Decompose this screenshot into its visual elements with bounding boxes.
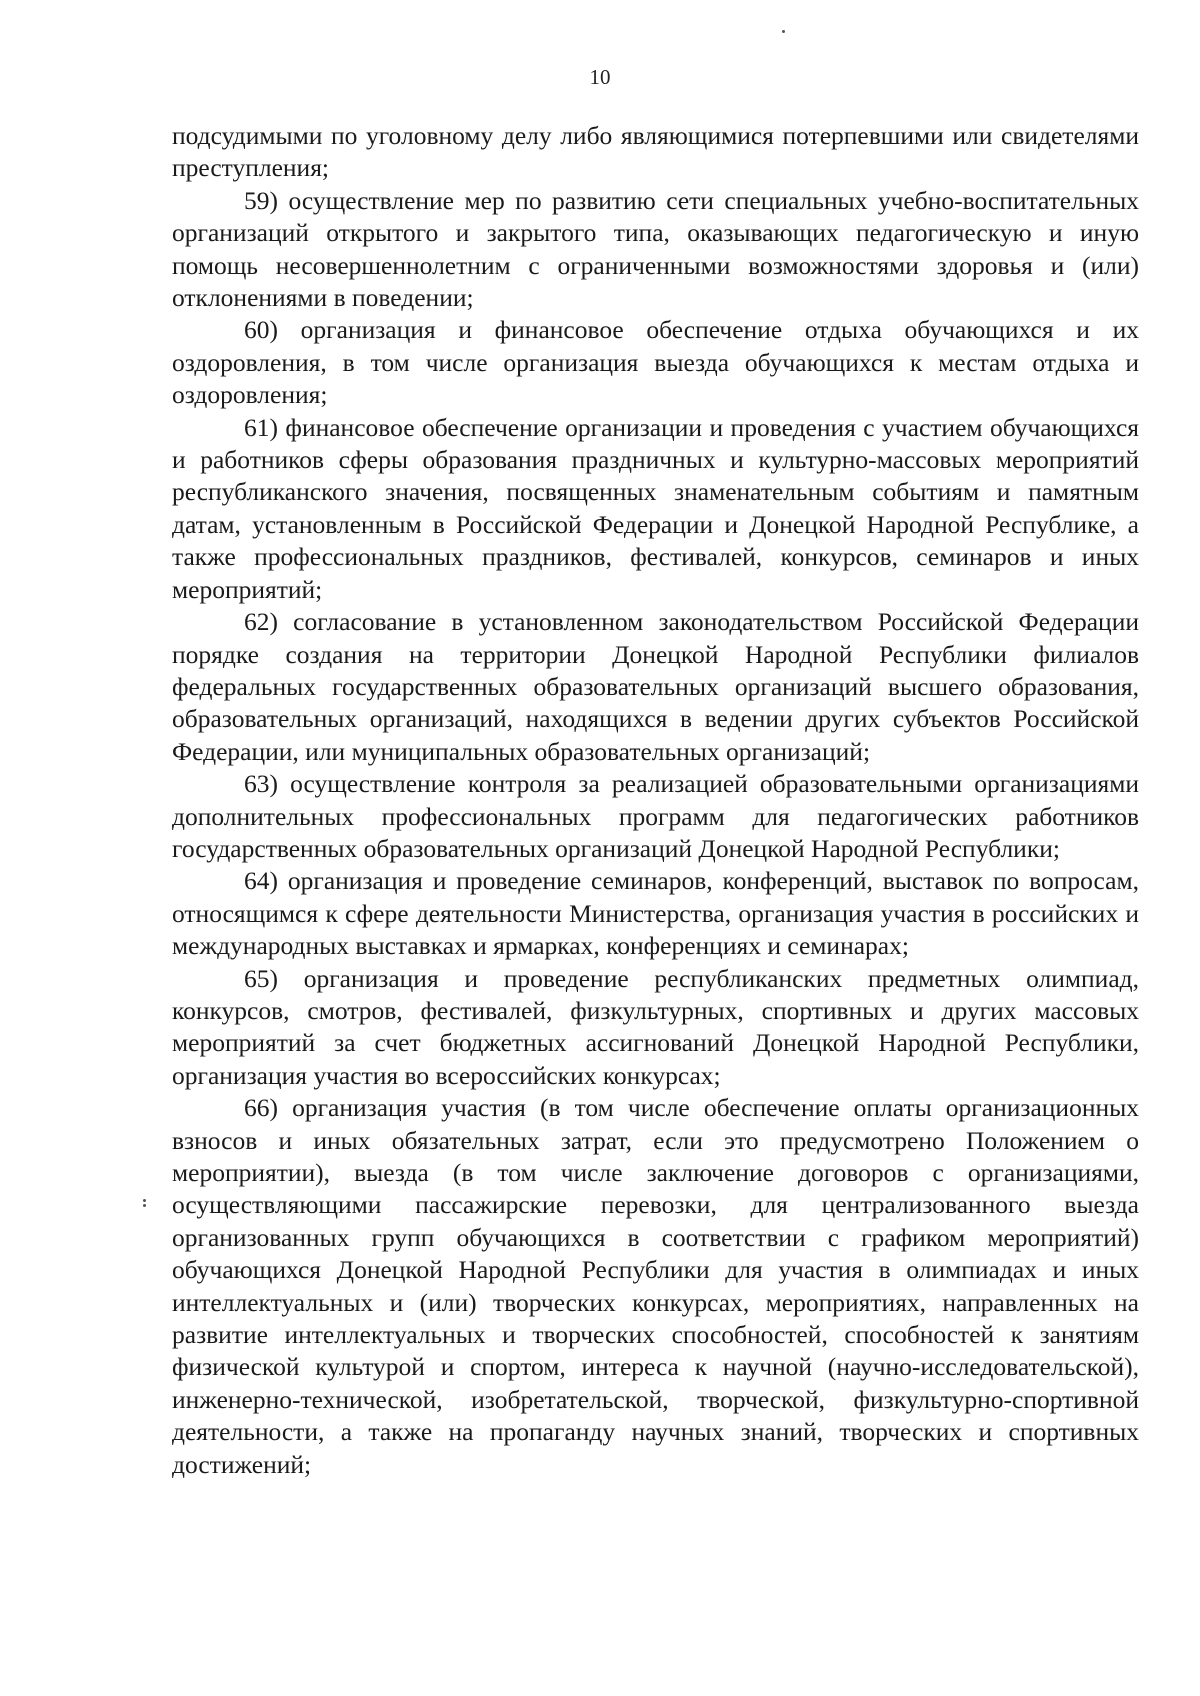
paragraph-item-63: 63) осуществление контроля за реализацией образовательными организациями дополнительных профессиональных программ для педагогических работников государственных образовательных организаций Донецкой Народной Республики; — [172, 769, 1139, 863]
paragraph-item-61: 61) финансовое обеспечение организации и проведения с участием обучающихся и работников сферы образования праздничных и культурно-массовых мероприятий республиканского значения, посвященных знаменательным событиям и памятным датам, установленным в Российской Федерации и Донецкой Народной Республике, а также профессиональных праздников, фестивалей, конкурсов, семинаров и иных мероприятий; — [172, 412, 1139, 604]
paragraph-item-60: 60) организация и финансовое обеспечение отдыха обучающихся и их оздоровления, в том числе организация выезда обучающихся к местам отдыха и оздоровления; — [172, 315, 1139, 410]
scan-speck — [143, 1199, 146, 1202]
paragraph-item-62: 62) согласование в установленном законодательством Российской Федерации порядке создания на территории Донецкой Народной Республики филиалов федеральных государственных образовательных организаций высшего образования, образовательных организаций, находящихся в ведении других субъектов Российской Федерации, или муниципальных образовательных организаций; — [172, 607, 1139, 766]
paragraph-continuation: подсудимыми по уголовному делу либо являющимися потерпевшими или свидетелями преступления; — [172, 121, 1139, 183]
paragraph-item-66: 66) организация участия (в том числе обеспечение оплаты организационных взносов и иных обязательных затрат, если это предусмотрено Положением о мероприятии), выезда (в том числе заключение договоров с организациями, осуществляющими пассажирские перевозки, для централизованного выезда организованных групп обучающихся в соответствии с графиком мероприятий) обучающихся Донецкой Народной Республики для участия в олимпиадах и иных интеллектуальных и (или) творческих конкурсах, мероприятиях, направленных на развитие интеллектуальных и творческих способностей, способностей к занятиям физической культурой и спортом, интереса к научной (научно-исследовательской), инженерно-технической, изобретательской, творческой, физкультурно-спортивной деятельности, а также на пропаганду научных знаний, творческих и спортивных достижений; — [172, 1093, 1139, 1479]
scan-speck — [782, 30, 785, 33]
paragraph-item-65: 65) организация и проведение республиканских предметных олимпиад, конкурсов, смотров, фестивалей, физкультурных, спортивных и других массовых мероприятий за счет бюджетных ассигнований Донецкой Народной Республики, организация участия во всероссийских конкурсах; — [172, 963, 1139, 1090]
paragraph-item-59: 59) осуществление мер по развитию сети специальных учебно-воспитательных организаций открытого и закрытого типа, оказывающих педагогическую и иную помощь несовершеннолетним с ограниченными возможностями здоровья и (или) отклонениями в поведении; — [172, 185, 1139, 313]
paragraph-item-64: 64) организация и проведение семинаров, конференций, выставок по вопросам, относящимся к сфере деятельности Министерства, организация участия в российских и международных выставках и ярмарках, конференциях и семинарах; — [172, 866, 1139, 961]
document-body — [172, 120, 1139, 1481]
scan-speck — [143, 1204, 146, 1207]
page-number: 10 — [589, 65, 611, 89]
